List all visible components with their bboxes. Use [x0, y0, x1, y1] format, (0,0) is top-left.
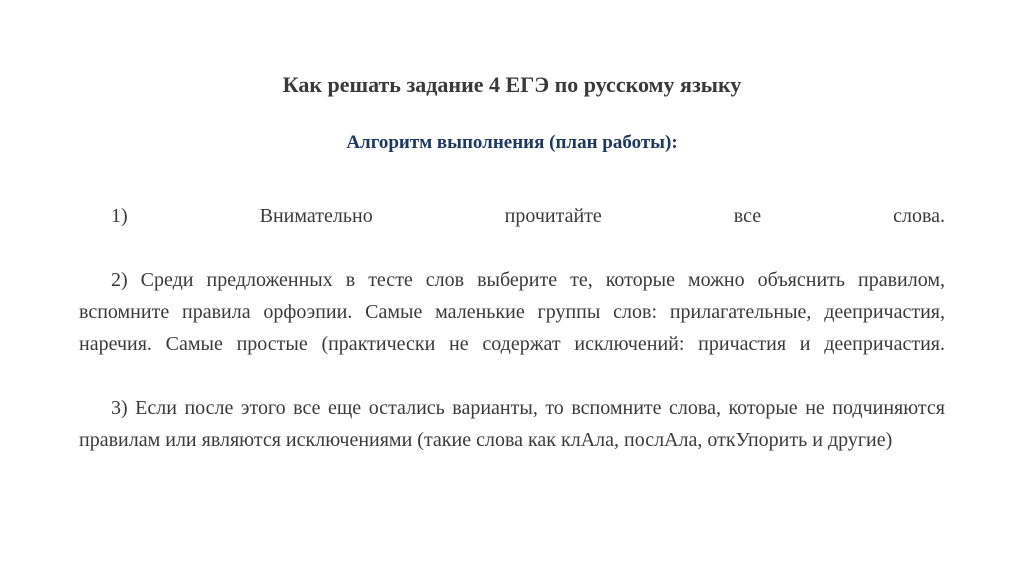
slide-title: Как решать задание 4 ЕГЭ по русскому языку [282, 72, 742, 97]
slide-content [79, 200, 945, 488]
slide-subtitle: Алгоритм выполнения (план работы): [346, 132, 678, 153]
step-2-paragraph: 2) Среди предложенных в тесте слов выберите те, которые можно объяснить правилом, вспомните правила орфоэпии. Самые маленькие группы слов: прилагательные, деепричастия, наречия. Самые простые (практически не содержат исключений: причастия и деепричастия. [79, 269, 945, 355]
step-1-paragraph: 1) Внимательно прочитайте все слова. [111, 205, 945, 227]
step-3-paragraph: 3) Если после этого все еще остались варианты, то вспомните слова, которые не подчиняются правилам или являются исключениями (такие слова как клАла, послАла, откУпорить и другие) [79, 397, 945, 451]
